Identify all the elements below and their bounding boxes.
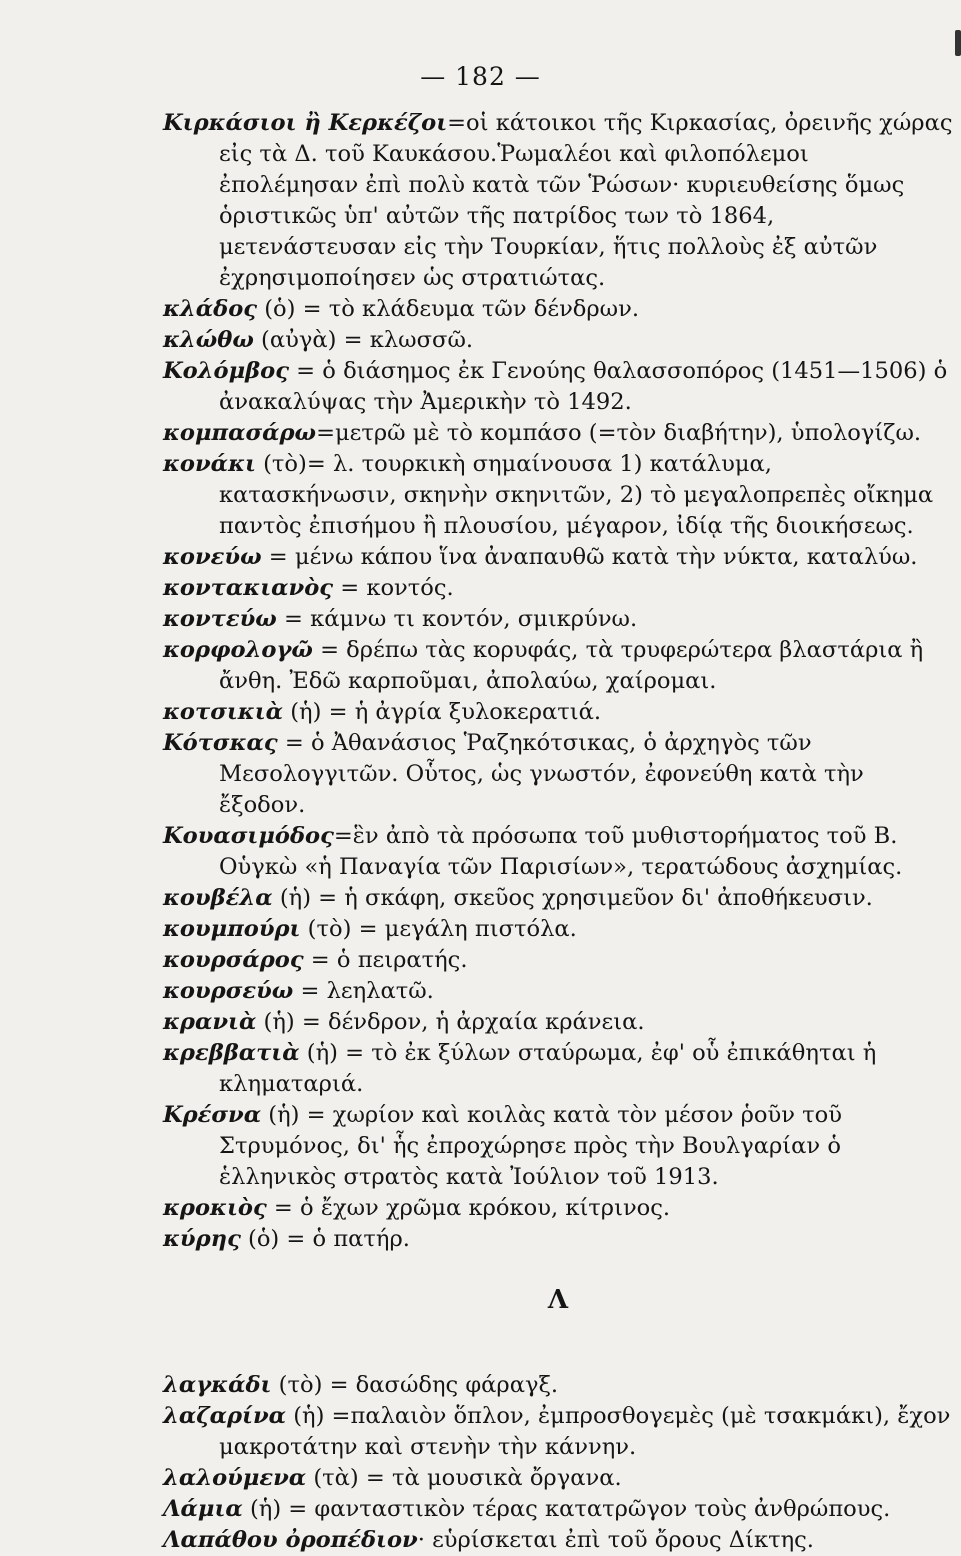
entries-kappa — [163, 108, 953, 1255]
entry-headword: κουμπούρι — [163, 916, 301, 942]
entry-headword: Λάμια — [163, 1496, 243, 1522]
entries-lambda — [163, 1370, 953, 1556]
glossary-entries — [163, 108, 953, 1556]
entry-definition: (τὰ) = τὰ μουσικὰ ὄργανα. — [306, 1465, 622, 1491]
entry-headword: Κρέσνα — [163, 1102, 262, 1128]
entry-definition: =ἓν ἀπὸ τὰ πρόσωπα τοῦ μυθιστορήματος τοῦ Β. Οὑγκὼ «ἡ Παναγία τῶν Παρισίων», τερατώδους ἀσχημίας. — [219, 823, 903, 880]
glossary-entry — [163, 356, 953, 418]
glossary-entry — [163, 1007, 953, 1038]
entry-definition: = κάμνω τι κοντόν, σμικρύνω. — [276, 606, 638, 632]
entry-definition: · εὑρίσκεται ἐπὶ τοῦ ὄρους Δίκτης. — [417, 1527, 814, 1553]
entry-definition: (ἡ) = ἡ σκάφη, σκεῦος χρησιμεῦον δι' ἀποθήκευσιν. — [272, 885, 873, 911]
entry-headword: κρεββατιὰ — [163, 1040, 300, 1066]
entry-headword: Κουασιμόδος — [163, 823, 334, 849]
entry-definition: (ὁ) = ὁ πατήρ. — [240, 1226, 410, 1252]
glossary-entry — [163, 1401, 953, 1463]
entry-definition: = ὁ ἔχων χρῶμα κρόκου, κίτρινος. — [266, 1195, 671, 1221]
entry-definition: = λεηλατῶ. — [293, 978, 434, 1004]
entry-headword: Κιρκάσιοι ἢ Κερκέζοι — [163, 110, 448, 136]
entry-definition: = ὁ πειρατής. — [303, 947, 468, 973]
entry-definition: =οἱ κάτοικοι τῆς Κιρκασίας, ὀρεινῆς χώρας εἰς τὰ Δ. τοῦ Καυκάσου.Ῥωμαλέοι καὶ φιλοπόλεμοι ἐπολέμησαν ἐπὶ πολὺ κατὰ τῶν Ῥώσων· κυριευθείσης ὅμως ὁριστικῶς ὑπ' αὐτῶν τῆς πατρίδος των τὸ 1864, μετενάστευσαν εἰς τὴν Τουρκίαν, ἥτις πολλοὺς ἐξ αὐτῶν ἐχρησιμοποίησεν ὡς στρατιώτας. — [219, 110, 953, 291]
entry-definition: (αὐγὰ) = κλωσσῶ. — [253, 327, 474, 353]
entry-headword: κοντακιανὸς — [163, 575, 334, 601]
entry-definition: = δρέπω τὰς κορυφάς, τὰ τρυφερώτερα βλαστάρια ἢ ἄνθη. Ἐδῶ καρποῦμαι, ἀπολαύω, χαίρομαι. — [219, 637, 924, 694]
glossary-entry — [163, 697, 953, 728]
glossary-entry — [163, 449, 953, 542]
glossary-entry — [163, 108, 953, 294]
entry-headword: κοντεύω — [163, 606, 277, 632]
entry-definition: =μετρῶ μὲ τὸ κομπάσο (=τὸν διαβήτην), ὑπολογίζω. — [316, 420, 922, 446]
entry-headword: λαζαρίνα — [163, 1403, 287, 1429]
glossary-entry — [163, 542, 953, 573]
glossary-entry — [163, 1224, 953, 1255]
entry-headword: κορφολογῶ — [163, 637, 313, 663]
entry-definition: (ἡ) = χωρίον καὶ κοιλὰς κατὰ τὸν μέσον ῥοῦν τοῦ Στρυμόνος, δι' ἧς ἐπροχώρησε πρὸς τὴν Βουλγαρίαν ὁ ἑλληνικὸς στρατὸς κατὰ Ἰούλιον τοῦ 1913. — [219, 1102, 842, 1190]
glossary-entry — [163, 294, 953, 325]
entry-headword: κλάδος — [163, 296, 258, 322]
entry-headword: κομπασάρω — [163, 420, 317, 446]
glossary-entry — [163, 945, 953, 976]
entry-definition: (τὸ) = δασώδης φάραγξ. — [271, 1372, 559, 1398]
glossary-entry — [163, 604, 953, 635]
entry-headword: κύρης — [163, 1226, 241, 1252]
page-number: — 182 — — [420, 62, 541, 91]
entry-definition: (ἡ) = φανταστικὸν τέρας κατατρῶγον τοὺς ἀνθρώπους. — [242, 1496, 891, 1522]
glossary-entry — [163, 1463, 953, 1494]
entry-headword: κονεύω — [163, 544, 262, 570]
entry-headword: κουρσεύω — [163, 978, 294, 1004]
entry-headword: κουρσάρος — [163, 947, 304, 973]
entry-definition: = ὁ διάσημος ἐκ Γενούης θαλασσοπόρος (1451—1506) ὁ ἀνακαλύψας τὴν Ἀμερικὴν τὸ 1492. — [219, 358, 948, 415]
glossary-entry — [163, 914, 953, 945]
entry-definition: (ἡ) = δένδρον, ἡ ἀρχαία κράνεια. — [256, 1009, 645, 1035]
entry-headword: Λαπάθου ὀροπέδιον — [163, 1527, 418, 1553]
entry-headword: κρανιὰ — [163, 1009, 257, 1035]
entry-headword: λαγκάδι — [163, 1372, 272, 1398]
glossary-entry — [163, 1370, 953, 1401]
glossary-entry — [163, 728, 953, 821]
entry-definition: = μένω κάπου ἵνα ἀναπαυθῶ κατὰ τὴν νύκτα, καταλύω. — [261, 544, 918, 570]
glossary-entry — [163, 1193, 953, 1224]
entry-definition: (τὸ)= λ. τουρκικὴ σημαίνουσα 1) κατάλυμα, κατασκήνωσιν, σκηνὴν σκηνιτῶν, 2) τὸ μεγαλοπρεπὲς οἴκημα παντὸς ἐπισήμου ἢ πλουσίου, μέγαρον, ἰδίᾳ τῆς διοικήσεως. — [219, 451, 934, 539]
glossary-entry — [163, 1525, 953, 1556]
entry-headword: Κότσκας — [163, 730, 278, 756]
entry-definition: = κοντός. — [333, 575, 454, 601]
entry-definition: (ἡ) = τὸ ἐκ ξύλων σταύρωμα, ἐφ' οὗ ἐπικάθηται ἡ κληματαριά. — [219, 1040, 877, 1097]
glossary-entry — [163, 1038, 953, 1100]
entry-definition: (ὁ) = τὸ κλάδευμα τῶν δένδρων. — [257, 296, 640, 322]
entry-headword: κλώθω — [163, 327, 254, 353]
page-edge-mark — [955, 30, 961, 56]
entry-headword: κονάκι — [163, 451, 256, 477]
glossary-entry — [163, 821, 953, 883]
glossary-entry — [163, 418, 953, 449]
glossary-entry — [163, 573, 953, 604]
entry-headword: κροκιὸς — [163, 1195, 267, 1221]
glossary-entry — [163, 1100, 953, 1193]
section-letter: Λ — [547, 1285, 569, 1315]
entry-definition: (ἡ) =παλαιὸν ὅπλον, ἐμπροσθογεμὲς (μὲ τσακμάκι), ἔχον μακροτάτην καὶ στενὴν τὴν κάννην. — [219, 1403, 951, 1460]
entry-headword: κουβέλα — [163, 885, 273, 911]
glossary-entry — [163, 1494, 953, 1525]
entry-definition: (τὸ) = μεγάλη πιστόλα. — [300, 916, 577, 942]
entry-definition: = ὁ Ἀθανάσιος Ῥαζηκότσικας, ὁ ἀρχηγὸς τῶν Μεσολογγιτῶν. Οὗτος, ὡς γνωστόν, ἐφονεύθη κατὰ τὴν ἔξοδον. — [219, 730, 864, 818]
glossary-entry — [163, 883, 953, 914]
glossary-entry — [163, 976, 953, 1007]
entry-definition: (ἡ) = ἡ ἀγρία ξυλοκερατιά. — [283, 699, 602, 725]
glossary-entry — [163, 635, 953, 697]
entry-headword: κοτσικιὰ — [163, 699, 284, 725]
glossary-entry — [163, 325, 953, 356]
entry-headword: λαλούμενα — [163, 1465, 307, 1491]
entry-headword: Κολόμβος — [163, 358, 289, 384]
